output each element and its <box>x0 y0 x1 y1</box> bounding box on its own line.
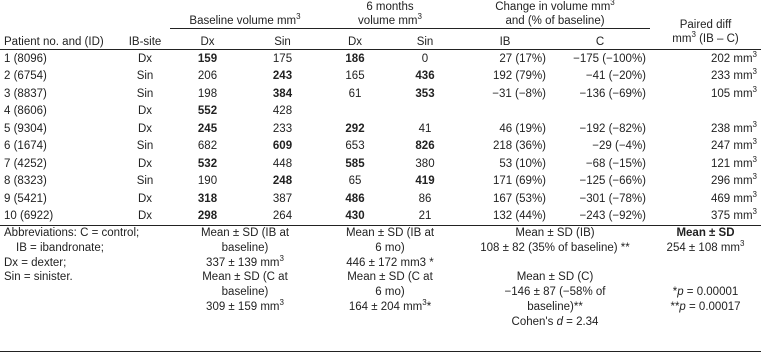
sixmo-sin-cell: 826 <box>415 140 435 153</box>
patient-cell: 4 (8606) <box>4 105 47 118</box>
patient-cell: 3 (8837) <box>4 87 47 100</box>
paired-diff-header: Paired diff $mm^3$ (IB – C) <box>650 0 761 50</box>
sixmo-sin-cell: 436 <box>415 70 435 83</box>
paired-diff-cell <box>650 103 761 121</box>
sixmo-sin-cell: 86 <box>418 192 432 205</box>
change-c-cell: −29 (−4%) <box>592 140 646 153</box>
paired-diff-cell: 202 $mm^3$ <box>711 49 757 65</box>
change-c-cell: −41 (−20%) <box>585 70 646 83</box>
table-row <box>0 155 761 173</box>
change-summary-cell: Mean ± SD (IB) 108 ± 82 (35% of baseline) ** Mean ± SD (C) −146 ± 87 (−58% of baseline)** Cohen's d = 2.34 <box>460 226 650 330</box>
patient-cell: 10 (6922) <box>4 210 54 223</box>
paired-diff-cell: 375 $mm^3$ <box>711 207 757 223</box>
sixmo-dx-cell: 430 <box>345 210 365 223</box>
sixmo-sin-cell <box>390 103 460 121</box>
baseline-sin-cell: 387 <box>272 192 293 205</box>
baseline-dx-cell: 298 <box>197 210 218 223</box>
ib-site-cell: Sin <box>136 70 154 83</box>
change-ib-cell: 46 (19%) <box>499 122 546 135</box>
change-c-cell: −243 (−92%) <box>579 210 646 223</box>
bottom-rule <box>0 351 761 352</box>
baseline-sin-cell: 175 <box>272 52 293 65</box>
sixmo-sin-cell: 21 <box>418 210 432 223</box>
change-ib-cell: 27 (17%) <box>499 52 546 65</box>
change-c-header: C <box>550 29 650 50</box>
sixmo-dx-cell: 65 <box>348 175 362 188</box>
abbreviations-cell: Abbreviations: C = control; IB = ibandronate; Dx = dexter; Sin = sinister. <box>0 226 170 330</box>
change-ib-cell: 192 (79%) <box>492 70 546 83</box>
ib-site-cell: Dx <box>137 105 153 118</box>
header-group-row <box>0 0 761 29</box>
baseline-dx-cell: 198 <box>197 87 218 100</box>
baseline-sin-cell: 264 <box>272 210 293 223</box>
change-ib-cell: −31 (−8%) <box>492 87 546 100</box>
patient-cell: 8 (8323) <box>4 175 47 188</box>
patient-cell: 6 (1674) <box>4 140 47 153</box>
change-c-cell: −301 (−78%) <box>579 192 646 205</box>
change-c-cell: −136 (−69%) <box>579 87 646 100</box>
baseline-sin-cell: 448 <box>272 157 293 170</box>
sixmo-sin-cell: 41 <box>418 122 432 135</box>
six-months-group-header: 6 months volume $mm^3$ <box>320 0 460 29</box>
sixmo-sin-cell: 0 <box>421 52 429 65</box>
ib-site-cell: Dx <box>137 192 153 205</box>
sixmo-sin-cell: 380 <box>415 157 435 170</box>
change-c-cell: −68 (−15%) <box>585 157 646 170</box>
sixmo-dx-cell: 585 <box>345 157 365 170</box>
change-c-cell: −192 (−82%) <box>579 122 646 135</box>
ib-site-cell: Dx <box>137 157 153 170</box>
sixmo-summary-cell: Mean ± SD (IB at 6 mo) 446 ± 172 mm3 * Mean ± SD (C at 6 mo) 164 ± 204 $mm^3*$ <box>320 226 460 330</box>
summary-row <box>0 226 761 330</box>
change-ib-cell: 53 (10%) <box>499 157 546 170</box>
baseline-sin-cell: 243 <box>272 70 293 83</box>
change-ib-cell: 218 (36%) <box>492 140 546 153</box>
baseline-summary-cell: Mean ± SD (IB at baseline) 337 ± 139 $mm^3$ Mean ± SD (C at baseline) 309 ± 159 $mm^3$ <box>170 226 320 330</box>
paired-diff-cell: 233 $mm^3$ <box>711 67 757 83</box>
patient-cell: 7 (4252) <box>4 157 47 170</box>
paired-diff-cell: 247 $mm^3$ <box>711 137 757 153</box>
table-row <box>0 50 761 68</box>
sixmo-dx-cell: 292 <box>345 122 365 135</box>
change-ib-cell: 132 (44%) <box>492 210 546 223</box>
ib-site-cell: Dx <box>137 52 153 65</box>
baseline-dx-cell: 206 <box>197 70 218 83</box>
paired-diff-cell: 121 $mm^3$ <box>711 154 757 170</box>
table-row <box>0 68 761 86</box>
change-ib-cell: 171 (69%) <box>492 175 546 188</box>
ib-site-column-header: IB-site <box>120 29 170 50</box>
sixmo-dx-cell: 653 <box>345 140 365 153</box>
baseline-dx-cell: 159 <box>197 52 218 65</box>
sixmo-dx-cell: 186 <box>345 52 365 65</box>
baseline-sin-cell: 233 <box>272 122 293 135</box>
ib-site-cell: Dx <box>137 210 153 223</box>
baseline-dx-cell: 552 <box>197 105 218 118</box>
table-row <box>0 85 761 103</box>
baseline-sin-cell: 384 <box>272 87 293 100</box>
paired-diff-cell: 105 $mm^3$ <box>711 84 757 100</box>
patient-cell: 5 (9304) <box>4 122 47 135</box>
patient-column-header: Patient no. and (ID) <box>0 29 120 50</box>
baseline-dx-cell: 318 <box>197 192 218 205</box>
sixmo-dx-header: Dx <box>320 29 390 50</box>
sixmo-dx-cell: 165 <box>345 70 365 83</box>
data-rows <box>0 50 761 226</box>
baseline-dx-header: Dx <box>170 29 245 50</box>
change-ib-cell <box>460 103 550 121</box>
baseline-sin-cell: 609 <box>272 140 293 153</box>
ib-site-cell: Sin <box>136 87 154 100</box>
baseline-dx-cell: 682 <box>197 140 218 153</box>
baseline-sin-cell: 248 <box>272 175 293 188</box>
baseline-sin-cell: 428 <box>272 105 293 118</box>
header-column-row <box>0 29 761 50</box>
baseline-dx-cell: 532 <box>197 157 218 170</box>
table-row <box>0 208 761 226</box>
paired-diff-cell: 296 $mm^3$ <box>711 172 757 188</box>
baseline-sin-header: Sin <box>245 29 320 50</box>
change-ib-header: IB <box>460 29 550 50</box>
change-c-cell: −125 (−66%) <box>579 175 646 188</box>
summary-rows <box>0 226 761 330</box>
paired-diff-cell: 469 $mm^3$ <box>711 189 757 205</box>
sixmo-sin-cell: 419 <box>415 175 435 188</box>
sixmo-dx-cell: 486 <box>345 192 365 205</box>
sixmo-sin-cell: 353 <box>415 87 435 100</box>
change-c-cell <box>550 103 650 121</box>
paired-diff-cell: 238 $mm^3$ <box>711 119 757 135</box>
sixmo-dx-cell: 61 <box>348 87 362 100</box>
change-c-cell: −175 (−100%) <box>573 52 646 65</box>
baseline-group-header: Baseline volume $mm^3$ <box>170 0 320 29</box>
table-row <box>0 120 761 138</box>
sixmo-sin-header: Sin <box>390 29 460 50</box>
baseline-dx-cell: 245 <box>197 122 218 135</box>
table-row <box>0 138 761 156</box>
patient-cell: 9 (5421) <box>4 192 47 205</box>
ib-site-cell: Sin <box>136 175 154 188</box>
change-group-header: Change in volume $mm^3$ and (% of baseline) <box>460 0 650 29</box>
baseline-dx-cell: 190 <box>197 175 218 188</box>
table-row <box>0 173 761 191</box>
ib-site-cell: Dx <box>137 122 153 135</box>
sixmo-dx-cell <box>320 103 390 121</box>
patient-cell: 2 (6754) <box>4 70 47 83</box>
change-ib-cell: 167 (53%) <box>492 192 546 205</box>
paired-summary-cell: Mean ± SD 254 ± 108 $mm^3$ *p = 0.00001 **p = 0.00017 <box>650 226 761 330</box>
table-row <box>0 190 761 208</box>
ib-site-cell: Sin <box>136 140 154 153</box>
patient-cell: 1 (8096) <box>4 52 47 65</box>
table-row <box>0 103 761 121</box>
